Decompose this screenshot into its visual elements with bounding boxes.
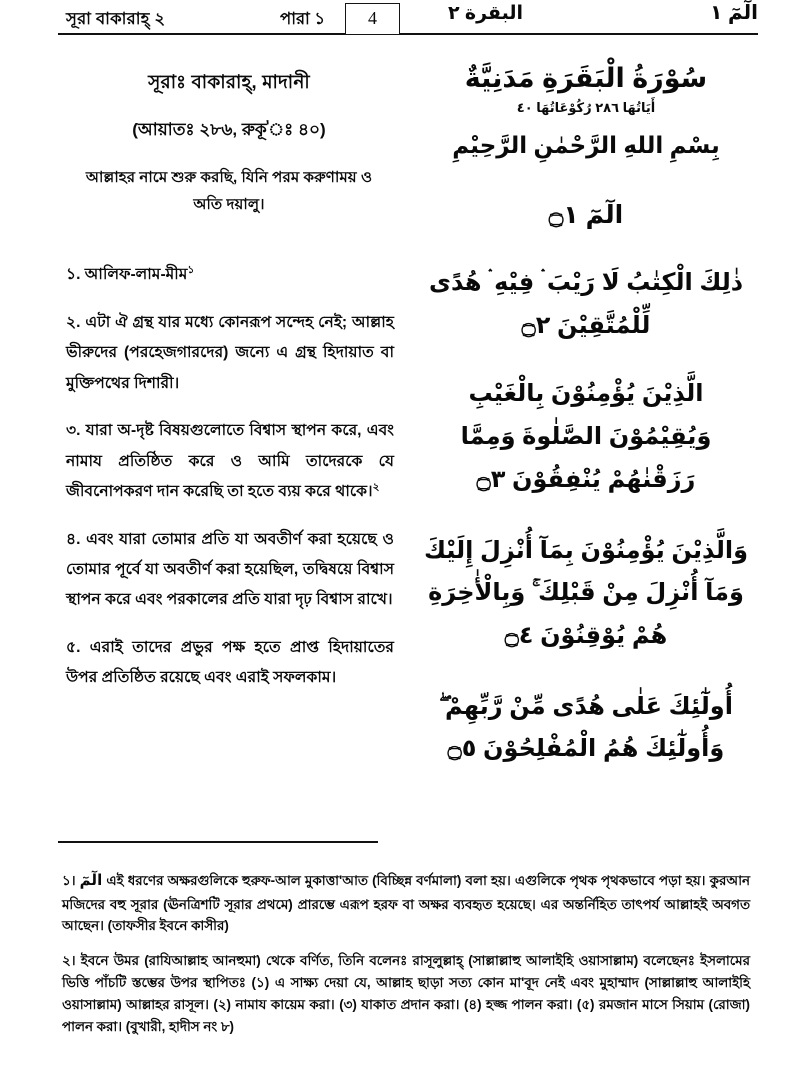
bengali-verse-5 xyxy=(64,633,394,694)
bengali-verse-3-number: ৩. xyxy=(66,422,81,440)
bengali-verse-2-number: ২. xyxy=(66,313,81,331)
bengali-sura-title: সূরাঃ বাকারাহ্, মাদানী xyxy=(148,71,310,92)
running-header xyxy=(58,4,758,40)
page-number-box: 4 xyxy=(345,3,400,35)
arabic-verse-list xyxy=(414,193,758,771)
arabic-ayah-ruku-counts: أَيَاتُهَا ٢٨٦ رُكُوْعَاتُهَا ٤٠ xyxy=(516,100,656,116)
footnote-1-arabic-term: الٓمٓ xyxy=(79,872,103,890)
bengali-verse-2-text: এটা ঐ গ্রন্থ যার মধ্যে কোনরূপ সন্দেহ নেই; আল্লাহ ভীরুদের (পরহেজগারদের) জন্যে এ গ্রন্থ হিদায়াত বা মুক্তিপথের দিশারী। xyxy=(66,313,394,392)
arabic-basmala: بِسْمِ اللهِ الرَّحْمٰنِ الرَّحِيْمِ xyxy=(452,132,720,159)
footnote-2-marker: ২। xyxy=(62,953,76,969)
bengali-column xyxy=(64,50,394,711)
bengali-verse-4 xyxy=(64,525,394,616)
header-bengali-para: পারা ১ xyxy=(280,10,326,28)
bengali-verse-5-text: এরাই তাদের প্রভুর পক্ষ হতে প্রাপ্ত হিদায়াতের উপর প্রতিষ্ঠিত রয়েছে এবং এরাই সফলকাম। xyxy=(66,639,394,687)
arabic-verse-5: أُولٰٓئِكَ عَلٰى هُدًى مِّنْ رَّبِّهِمْ ۖ وَأُولٰٓئِكَ هُمُ الْمُفْلِحُوْنَ ۝٥ xyxy=(439,692,733,763)
bengali-verse-1-text: আলিফ-লাম-মীম xyxy=(84,266,188,284)
footnote-list xyxy=(62,856,750,1046)
header-arabic-sura: البقرة ٢ xyxy=(448,3,524,24)
bengali-verse-1-number: ১. xyxy=(66,266,81,284)
arabic-column xyxy=(414,50,758,789)
arabic-sura-title: سُوْرَةُ الْبَقَرَةِ مَدَنِيَّةٌ xyxy=(464,63,708,93)
bengali-verse-list xyxy=(64,260,394,694)
bengali-verse-3-text: যারা অ-দৃষ্ট বিষয়গুলোতে বিশ্বাস স্থাপন করে, এবং নামায প্রতিষ্ঠিত করে ও আমি তাদেরকে যে জীবনোপকরণ দান করেছি তা হতে ব্যয় করে থাকে। xyxy=(66,422,394,501)
footnote-1-text: এই ধরণের অক্ষরগুলিকে হুরুফ-আল মুকাত্তা'আত (বিচ্ছিন্ন বর্ণমালা) বলা হয়। এগুলিকে পৃথক পৃথকভাবে পড়া হয়। কুরআন মজিদের বহু সূরার (ঊনত্রিশটি সূরার প্রথমে) প্রারম্ভে এরূপ হরফ বা অক্ষর ব্যবহৃত হয়েছে। এর অন্তর্নিহিত তাৎপর্য আল্লাহই অবগত আছেন। (তাফসীর ইবনে কাসীর) xyxy=(62,873,750,934)
arabic-verse-2: ذٰلِكَ الْكِتٰبُ لَا رَيْبَ ۛ فِيْهِ ۛ هُدًى لِّلْمُتَّقِيْنَ ۝٢ xyxy=(428,268,744,339)
header-bengali-sura: সূরা বাকারাহ্ ২ xyxy=(66,10,166,28)
header-divider-rule xyxy=(58,33,758,35)
bengali-basmala: আল্লাহর নামে শুরু করছি, যিনি পরম করুণাময় ও অতি দয়ালু। xyxy=(85,169,373,213)
bengali-sura-subtitle: (আয়াতঃ ২৮৬, রুকূ'ঃ ৪০) xyxy=(132,120,326,139)
arabic-verse-4: وَالَّذِيْنَ يُؤْمِنُوْنَ بِمَآ أُنْزِلَ إِلَيْكَ وَمَآ أُنْزِلَ مِنْ قَبْلِكَ ۚ وَبِالْأٰخِرَةِ هُمْ يُوْقِنُوْنَ ۝٤ xyxy=(423,536,749,649)
arabic-verse-1: الٓمٓ ۝١ xyxy=(548,201,624,230)
footnote-2 xyxy=(62,950,750,1037)
bengali-verse-5-number: ৫. xyxy=(66,639,81,656)
arabic-verse-3: الَّذِيْنَ يُؤْمِنُوْنَ بِالْغَيْبِ وَيُقِيْمُوْنَ الصَّلٰوةَ وَمِمَّا رَزَقْنٰهُمْ يُنْفِقُوْنَ ۝٣ xyxy=(460,380,712,493)
header-row xyxy=(58,4,758,34)
footnote-divider-rule xyxy=(58,841,378,843)
bengali-verse-3-footnote-marker: ২ xyxy=(372,481,380,493)
bengali-verse-4-text: এবং যারা তোমার প্রতি যা অবতীর্ণ করা হয়েছে ও তোমার পূর্বে যা অবতীর্ণ করা হয়েছিল, তদ্বিষয়ে বিশ্বাস স্থাপন করে এবং পরকালের প্রতি যারা দৃঢ় বিশ্বাস রাখে। xyxy=(66,530,394,609)
footnote-1-marker: ১। xyxy=(62,873,76,889)
header-arabic-name: الٓمٓ ١ xyxy=(710,2,758,24)
bengali-verse-1 xyxy=(64,260,394,291)
bengali-verse-2 xyxy=(64,308,394,399)
footnote-1 xyxy=(62,869,750,937)
bengali-verse-1-footnote-marker: ১ xyxy=(187,264,195,277)
bengali-verse-4-number: ৪. xyxy=(66,530,81,548)
footnote-2-text: ইবনে উমর (রাযিআল্লাহ আনহুমা) থেকে বর্ণিত, তিনি বলেনঃ রাসূলুল্লাহ্ (সাল্লাল্লাহু আলাইহি ওয়াসাল্লাম) বলেছেনঃ ইসলামের ভিত্তি পাঁচটি স্তম্ভের উপর স্থাপিতঃ (১) এ সাক্ষ্য দেয়া যে, আল্লাহ ছাড়া সত্য কোন মা'বূদ নেই এবং মুহাম্মাদ (সাল্লাল্লাহু আলাইহি ওয়াসাল্লাম) আল্লাহর রাসূল। (২) নামায কায়েম করা। (৩) যাকাত প্রদান করা। (৪) হজ্জ পালন করা। (৫) রমজান মাসে সিয়াম (রোজা) পালন করা। (বুখারী, হাদীস নং ৮) xyxy=(62,953,750,1034)
bengali-verse-3 xyxy=(64,416,394,507)
